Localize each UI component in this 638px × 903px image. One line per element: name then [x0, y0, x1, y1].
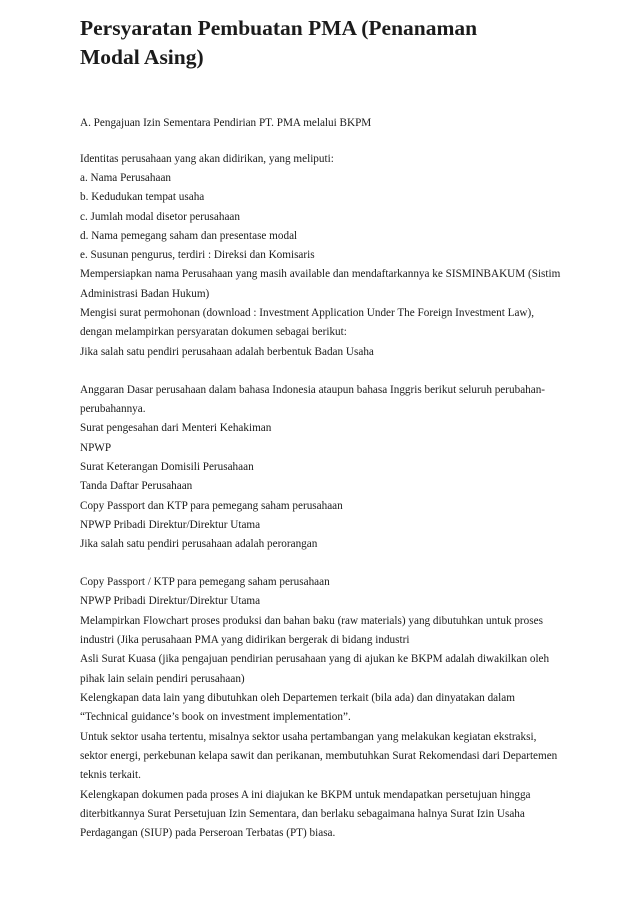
body-line: Untuk sektor usaha tertentu, misalnya sektor usaha pertambangan yang melakukan kegiatan ekstraksi,: [80, 731, 537, 743]
body-line: teknis terkait.: [80, 769, 141, 781]
body-line: NPWP Pribadi Direktur/Direktur Utama: [80, 595, 261, 607]
title-line-2: Modal Asing): [80, 45, 204, 69]
body-line: Jika salah satu pendiri perusahaan adalah berbentuk Badan Usaha: [80, 346, 374, 358]
list-item: e. Susunan pengurus, terdiri : Direksi dan Komisaris: [80, 249, 315, 261]
body-line: Melampirkan Flowchart proses produksi dan bahan baku (raw materials) yang dibutuhkan untuk proses: [80, 615, 543, 627]
body-line: Administrasi Badan Hukum): [80, 288, 210, 300]
body-line: Kelengkapan dokumen pada proses A ini diajukan ke BKPM untuk mendapatkan persetujuan hingga: [80, 789, 531, 801]
body-line: Mempersiapkan nama Perusahaan yang masih available dan mendaftarkannya ke SISMINBAKUM (Sistim: [80, 268, 561, 280]
list-item: d. Nama pemegang saham dan presentase modal: [80, 230, 298, 242]
body-line: Asli Surat Kuasa (jika pengajuan pendirian perusahaan yang di ajukan ke BKPM adalah diwakilkan oleh: [80, 653, 550, 665]
body-line: Identitas perusahaan yang akan didirikan, yang meliputi:: [80, 153, 334, 165]
body-line: Anggaran Dasar perusahaan dalam bahasa Indonesia ataupun bahasa Inggris berikut seluruh perubahan-: [80, 384, 546, 396]
body-line: NPWP: [80, 442, 112, 454]
body-line: Copy Passport dan KTP para pemegang saham perusahaan: [80, 500, 343, 512]
list-item: c. Jumlah modal disetor perusahaan: [80, 211, 240, 223]
list-item: b. Kedudukan tempat usaha: [80, 191, 205, 203]
page-title: [80, 14, 580, 72]
body-line: dengan melampirkan persyaratan dokumen sebagai berikut:: [80, 326, 347, 338]
body-line: NPWP Pribadi Direktur/Direktur Utama: [80, 519, 261, 531]
body-line: Surat Keterangan Domisili Perusahaan: [80, 461, 254, 473]
section-heading-a: A. Pengajuan Izin Sementara Pendirian PT. PMA melalui BKPM: [80, 117, 372, 129]
body-line: Surat pengesahan dari Menteri Kehakiman: [80, 422, 272, 434]
body-line: industri (Jika perusahaan PMA yang didirikan bergerak di bidang industri: [80, 634, 410, 646]
body-line: pihak lain selain pendiri perusahaan): [80, 673, 245, 685]
body-line: sektor energi, perkebunan kelapa sawit dan perikanan, membutuhkan Surat Rekomendasi dari Departemen: [80, 750, 558, 762]
list-item: a. Nama Perusahaan: [80, 172, 172, 184]
title-line-1: Persyaratan Pembuatan PMA (Penanaman: [80, 16, 478, 40]
body-line: Perdagangan (SIUP) pada Perseroan Terbatas (PT) biasa.: [80, 827, 336, 839]
body-line: Kelengkapan data lain yang dibutuhkan oleh Departemen terkait (bila ada) dan dinyatakan dalam: [80, 692, 515, 704]
body-line: diterbitkannya Surat Persetujuan Izin Sementara, dan berlaku sebagaimana halnya Surat Izin Usaha: [80, 808, 525, 820]
body-line: Tanda Daftar Perusahaan: [80, 480, 193, 492]
body-line: Copy Passport / KTP para pemegang saham perusahaan: [80, 576, 330, 588]
body-line: “Technical guidance’s book on investment implementation”.: [80, 711, 351, 723]
body-line: Mengisi surat permohonan (download : Investment Application Under The Foreign Investment Law),: [80, 307, 535, 319]
body-line: Jika salah satu pendiri perusahaan adalah perorangan: [80, 538, 318, 550]
body-line: perubahannya.: [80, 403, 146, 415]
